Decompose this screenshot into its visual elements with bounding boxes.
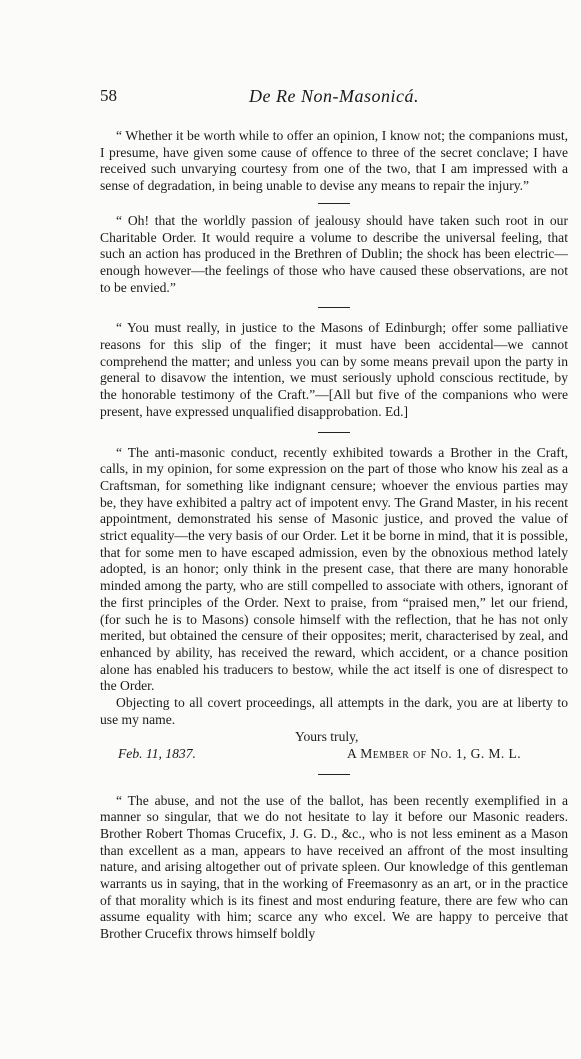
signature-line: [100, 746, 568, 763]
page-body: [100, 128, 568, 943]
running-title: De Re Non-Masonicá.: [249, 86, 419, 106]
paragraph-letter-1: “ Whether it be worth while to offer an opinion, I know not; the companions must, I presume, have given some cause of offence to three of the secret conclave; I have received such unvarying courtesy from one of the two, that I am impressed with a sense of degradation, in being unable to devise any means to repair the injury.”: [100, 128, 568, 194]
section-divider: [318, 307, 350, 308]
paragraph-letter-4: “ The anti-masonic conduct, recently exhibited towards a Brother in the Craft, calls, in my opinion, for some expression on the part of those who know his zeal as a Craftsman, for something like indignant censure; whoever the envious parties may be, they have exhibited a paltry act of impotent envy. The Grand Master, in his recent appointment, demonstrated his sense of Masonic justice, and proved the value of strict equality—the very basis of our Order. Let it be borne in mind, that it is possible, that for some men to have escaped admission, even by the obnoxious method lately adopted, is an honor; only think in the present case, that there are many honorable minded among the party, who are still compelled to associate with others, ignorant of the first principles of the Order. Next to praise, from “praised men,” let our friend, (for such he is to Masons) console himself with the reflection, that he has not only merited, but obtained the censure of their opposites; merit, characterised by zeal, and enhanced by ability, has received the reward, which accident, or a chance position alone has enabled his traducers to bestow, while the act itself is one of disrespect to the Order.: [100, 444, 568, 694]
page-header: [100, 86, 568, 112]
section-divider: [318, 774, 350, 775]
section-divider: [318, 203, 350, 204]
signature-closing: Yours truly,: [295, 728, 359, 744]
letter-date: Feb. 11, 1837.: [118, 745, 196, 761]
paragraph-letter-4-postscript: Objecting to all covert proceedings, all attempts in the dark, you are at liberty to use my name.: [100, 695, 568, 727]
paragraph-editorial: “ The abuse, and not the use of the ballot, has been recently exemplified in a manner so singular, that we do not hesitate to lay it before our Masonic readers. Brother Robert Thomas Crucefix, J. G. D., &c., who is not less eminent as a Mason than excellent as a man, appears to have received an affront of the most insulting nature, and arising altogether out of private spleen. Our knowledge of this gentleman warrants us in saying, that in the working of Freemasonry as an art, or in the practice of that morality which is its finest and most enduring feature, there are few who can assume equality with him; scarce any who excel. We are happy to perceive that Brother Crucefix throws himself boldly: [100, 792, 568, 942]
paragraph-letter-3: “ You must really, in justice to the Masons of Edinburgh; offer some palliative reasons for this slip of the finger; it must have been accidental—we cannot comprehend the matter; and unless you can by some means prevail upon the party in general to disavow the intention, we must seriously uphold conscious rectitude, by the honorable testimony of the Craft.”—[All but five of the companions who were present, have expressed unqualified disapprobation. Ed.]: [100, 320, 568, 419]
signature-closing-line: [100, 729, 568, 746]
signer-name: A Member of No. 1, G. M. L.: [347, 745, 522, 761]
page-number: 58: [100, 86, 117, 105]
paragraph-letter-2: “ Oh! that the worldly passion of jealousy should have taken such root in our Charitable Order. It would require a volume to describe the universal feeling, that such an action has produced in the Brethren of Dublin; the shock has been electric—enough however—the feelings of those who have caused these observations, are not to be envied.”: [100, 212, 568, 295]
section-divider: [318, 432, 350, 433]
